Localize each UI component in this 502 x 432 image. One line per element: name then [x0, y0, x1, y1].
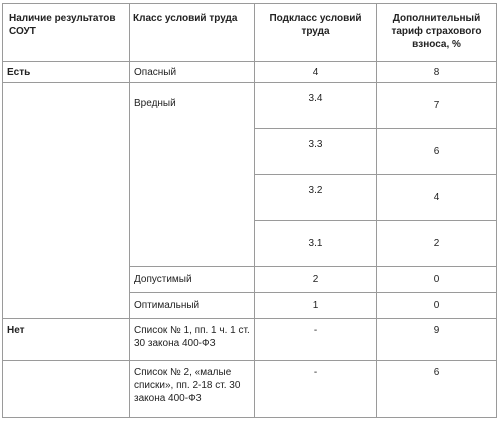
insurance-tariff-table	[2, 3, 497, 418]
class-cell: Список № 1, пп. 1 ч. 1 ст. 30 закона 400-ФЗ	[130, 319, 255, 361]
sout-result-no-span	[3, 361, 130, 418]
subclass-cell: -	[255, 319, 377, 361]
header-extra-tariff: Дополнительный тариф страхового взноса, %	[377, 4, 497, 62]
subclass-cell: 4	[255, 62, 377, 83]
tariff-cell: 7	[377, 83, 497, 129]
header-work-class: Класс условий труда	[130, 4, 255, 62]
tariff-cell: 0	[377, 293, 497, 319]
table-header-row	[3, 4, 497, 62]
class-cell: Вредный	[130, 83, 255, 267]
tariff-cell: 8	[377, 62, 497, 83]
subclass-cell: 3.3	[255, 129, 377, 175]
tariff-cell: 9	[377, 319, 497, 361]
table-row	[3, 319, 497, 361]
tariff-cell: 4	[377, 175, 497, 221]
subclass-cell: 3.4	[255, 83, 377, 129]
sout-result-yes-span	[3, 83, 130, 319]
table-row	[3, 62, 497, 83]
subclass-cell: 3.2	[255, 175, 377, 221]
tariff-cell: 6	[377, 129, 497, 175]
header-work-subclass: Подкласс условий труда	[255, 4, 377, 62]
table-row	[3, 83, 497, 129]
class-cell: Оптимальный	[130, 293, 255, 319]
tariff-cell: 6	[377, 361, 497, 418]
tariff-cell: 0	[377, 267, 497, 293]
header-sout-results: Наличие результатов СОУТ	[3, 4, 130, 62]
class-cell: Допустимый	[130, 267, 255, 293]
sout-result-yes: Есть	[3, 62, 130, 83]
subclass-cell: 1	[255, 293, 377, 319]
subclass-cell: 2	[255, 267, 377, 293]
table-row	[3, 361, 497, 418]
class-cell: Список № 2, «малые списки», пп. 2-18 ст. 30 закона 400-ФЗ	[130, 361, 255, 418]
subclass-cell: 3.1	[255, 221, 377, 267]
subclass-cell: -	[255, 361, 377, 418]
tariff-cell: 2	[377, 221, 497, 267]
sout-result-no: Нет	[3, 319, 130, 361]
class-cell: Опасный	[130, 62, 255, 83]
